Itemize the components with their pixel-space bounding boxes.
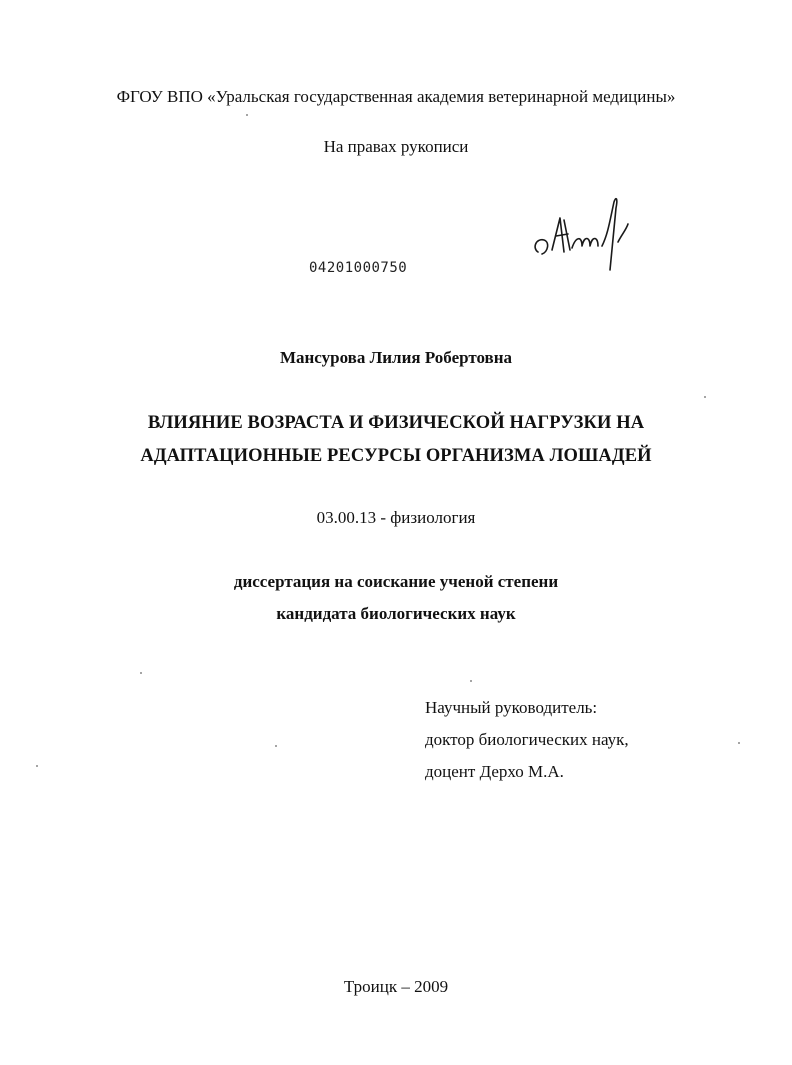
scan-speck — [36, 765, 38, 767]
degree-line-2: кандидата биологических наук — [276, 604, 516, 623]
author-name: Мансурова Лилия Робертовна — [279, 348, 513, 367]
handwritten-signature — [530, 190, 640, 280]
catalog-number: 04201000750 — [309, 260, 408, 276]
institution-name: ФГОУ ВПО «Уральская государственная академия ветеринарной медицины» — [116, 87, 676, 106]
supervisor-name: доцент Дерхо М.А. — [425, 762, 564, 781]
specialty-code: 03.00.13 - физиология — [316, 508, 476, 527]
scan-speck — [246, 114, 248, 116]
scan-speck — [140, 672, 142, 674]
scan-speck — [275, 745, 277, 747]
dissertation-title-line-2: АДАПТАЦИОННЫЕ РЕСУРСЫ ОРГАНИЗМА ЛОШАДЕЙ — [140, 446, 652, 466]
scan-speck — [738, 742, 740, 744]
dissertation-title-line-1: ВЛИЯНИЕ ВОЗРАСТА И ФИЗИЧЕСКОЙ НАГРУЗКИ НА — [147, 413, 645, 433]
supervisor-role: Научный руководитель: — [425, 698, 598, 717]
scan-speck — [704, 396, 706, 398]
degree-line-1: диссертация на соискание ученой степени — [233, 572, 559, 591]
place-and-year: Троицк – 2009 — [343, 977, 449, 996]
supervisor-degree: доктор биологических наук, — [425, 730, 629, 749]
manuscript-rights-note: На правах рукописи — [323, 137, 469, 156]
scan-speck — [470, 680, 472, 682]
